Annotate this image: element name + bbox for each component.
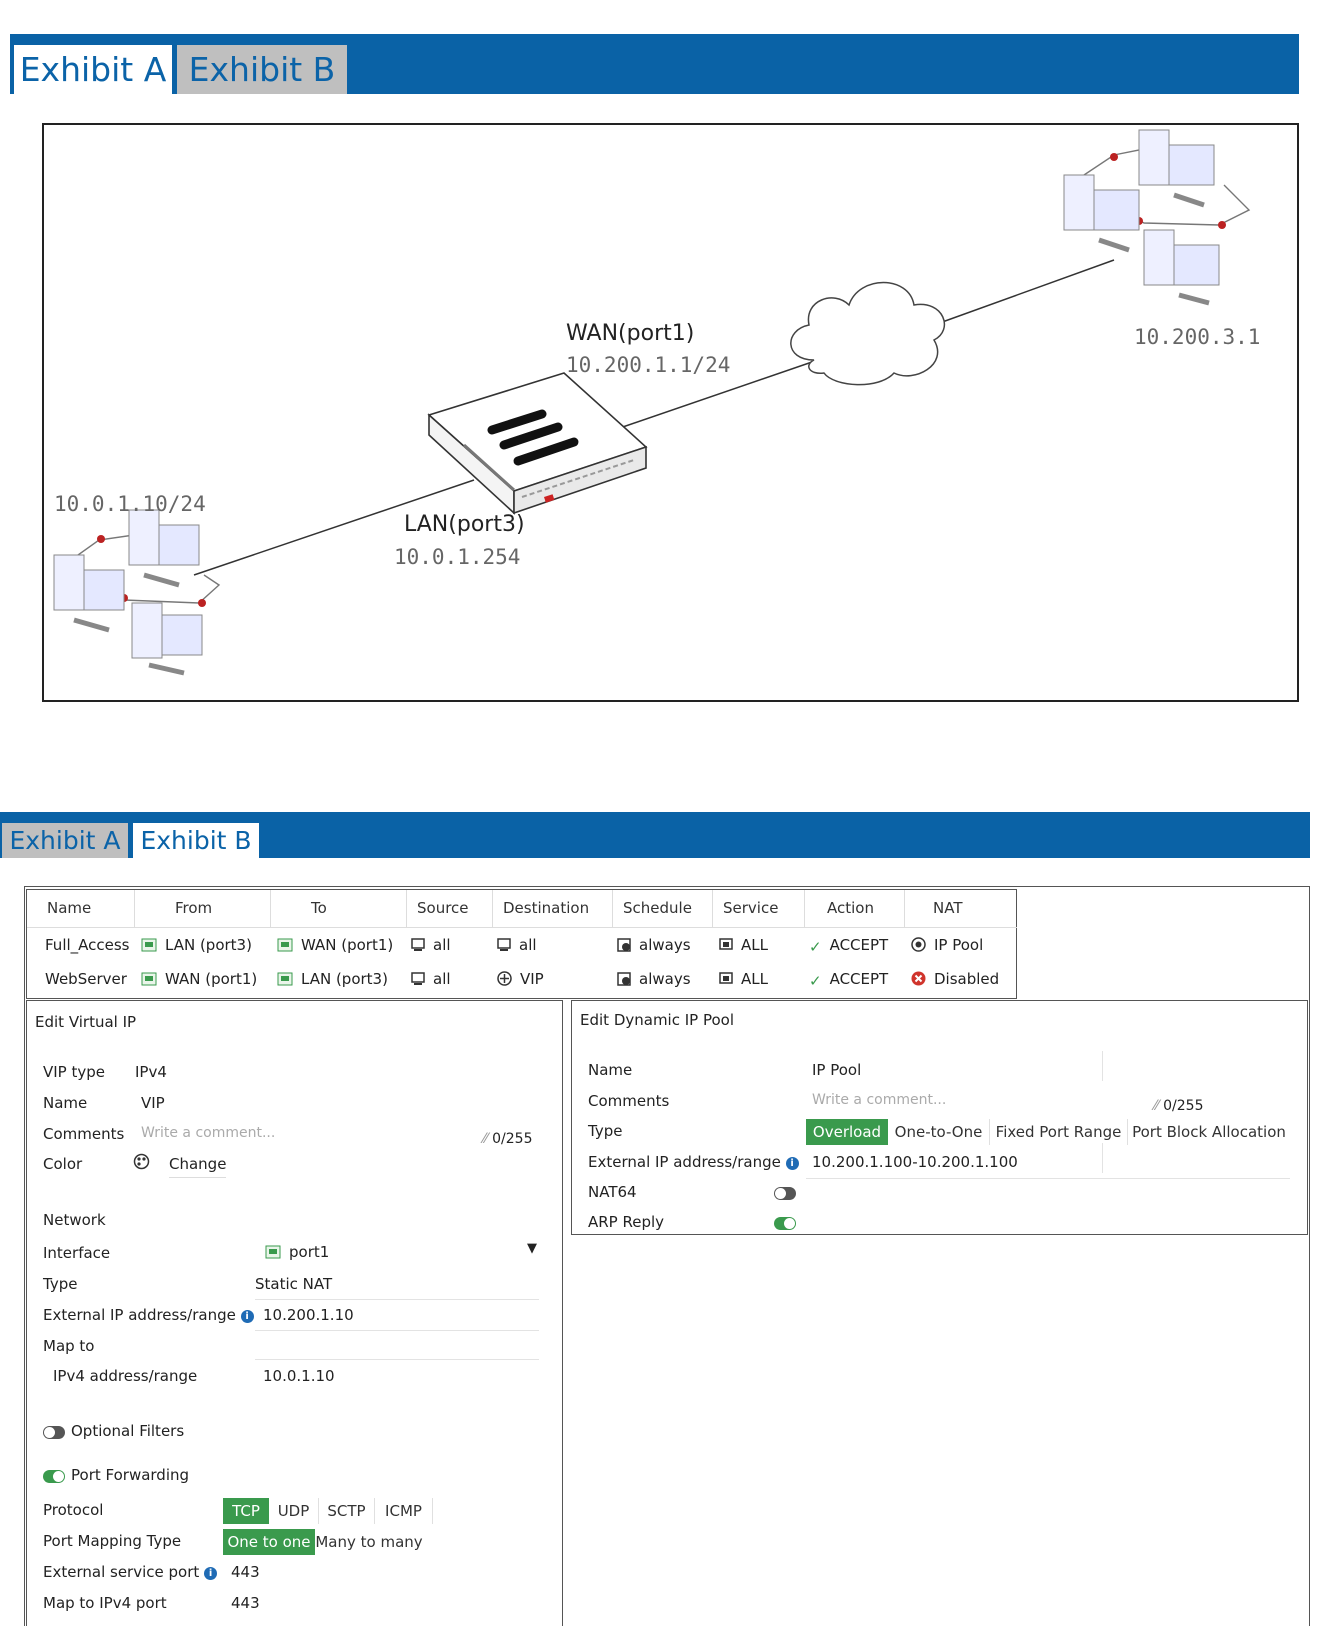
service-text: ALL (741, 936, 768, 954)
interface-icon (265, 1245, 281, 1263)
name-label: Name (43, 1094, 88, 1112)
nat64-toggle[interactable] (774, 1187, 796, 1200)
comments-field[interactable]: Write a comment... (141, 1125, 276, 1141)
port-mapping-label: Port Mapping Type (43, 1532, 182, 1550)
check-icon: ✓ (809, 972, 822, 990)
policy-action (809, 936, 888, 956)
address-icon (497, 938, 511, 956)
table-row[interactable] (27, 928, 1017, 964)
table-row[interactable] (27, 964, 1017, 1000)
from-text: WAN (port1) (165, 970, 258, 988)
source-text: all (433, 970, 451, 988)
address-icon (411, 972, 425, 990)
source-text: all (433, 936, 451, 954)
info-icon[interactable]: i (241, 1310, 254, 1323)
interface-label: Interface (43, 1244, 111, 1262)
type-fixed-port-range-option[interactable]: Fixed Port Range (990, 1119, 1128, 1145)
type-port-block-allocation-option[interactable]: Port Block Allocation (1132, 1123, 1286, 1141)
panel-title: Edit Dynamic IP Pool (580, 1011, 735, 1029)
arp-reply-label: ARP Reply (588, 1213, 665, 1231)
policy-action (809, 970, 888, 990)
lan-ip-label: 10.0.1.254 (394, 545, 521, 569)
protocol-label: Protocol (43, 1501, 104, 1519)
col-header-from[interactable]: From (135, 890, 271, 927)
firewall-device-icon (429, 373, 646, 513)
col-header-source[interactable]: Source (407, 890, 493, 927)
map-port-label: Map to IPv4 port (43, 1594, 167, 1612)
network-diagram (42, 123, 1299, 702)
panel-title: Edit Virtual IP (35, 1013, 137, 1031)
interface-value: port1 (289, 1243, 330, 1261)
name-field[interactable]: IP Pool (812, 1061, 862, 1079)
counter-text: 0/255 (1163, 1098, 1204, 1114)
info-icon[interactable]: i (786, 1157, 799, 1170)
ipv4-field[interactable]: 10.0.1.10 (263, 1367, 335, 1385)
interface-icon (141, 938, 157, 956)
policy-name: WebServer (45, 970, 127, 988)
service-icon (719, 972, 733, 990)
remote-servers-icon (1064, 130, 1249, 303)
comments-label: Comments (43, 1125, 125, 1143)
policy-schedule (617, 936, 691, 956)
schedule-text: always (639, 936, 691, 954)
policy-name: Full_Access (45, 936, 130, 954)
to-text: WAN (port1) (301, 936, 394, 954)
port-forwarding-toggle[interactable] (43, 1470, 65, 1483)
ext-port-field[interactable]: 443 (231, 1563, 260, 1581)
schedule-icon (617, 972, 631, 990)
destination-text: VIP (520, 970, 544, 988)
ext-ip-label-text: External IP address/range (588, 1153, 781, 1171)
ext-ip-label (43, 1306, 254, 1324)
protocol-udp-option[interactable]: UDP (269, 1498, 319, 1524)
ext-ip-label-text: External IP address/range (43, 1306, 236, 1324)
schedule-text: always (639, 970, 691, 988)
policy-nat (911, 970, 999, 990)
exhibit-b-tab-bar (0, 812, 1310, 858)
ext-ip-label (588, 1153, 799, 1171)
col-header-to[interactable]: To (271, 890, 407, 927)
network-section-label: Network (43, 1211, 106, 1229)
protocol-icmp-option[interactable]: ICMP (375, 1498, 433, 1524)
comments-field[interactable]: Write a comment... (812, 1092, 947, 1108)
destination-text: all (519, 936, 537, 954)
wan-port-label: WAN(port1) (566, 321, 695, 346)
policy-source (411, 970, 451, 990)
edit-ip-pool-panel (571, 1000, 1308, 1235)
comments-label: Comments (588, 1092, 670, 1110)
disabled-icon (911, 971, 926, 990)
comments-counter (483, 1131, 533, 1147)
service-text: ALL (741, 970, 768, 988)
col-header-service[interactable]: Service (713, 890, 805, 927)
info-icon[interactable]: i (204, 1567, 217, 1580)
type-one-to-one-option[interactable]: One-to-One (888, 1119, 990, 1145)
from-text: LAN (port3) (165, 936, 252, 954)
col-header-destination[interactable]: Destination (493, 890, 613, 927)
to-text: LAN (port3) (301, 970, 388, 988)
internet-link (934, 260, 1114, 325)
type-value: Static NAT (255, 1275, 333, 1293)
optional-filters-label: Optional Filters (71, 1422, 185, 1440)
lan-port-label: LAN(port3) (404, 512, 525, 537)
local-ip-label: 10.0.1.10/24 (54, 492, 206, 516)
nat64-label: NAT64 (588, 1183, 637, 1201)
tab-exhibit-a[interactable]: Exhibit A (2, 823, 128, 858)
type-label: Type (588, 1122, 623, 1140)
wan-ip-label: 10.200.1.1/24 (566, 353, 731, 377)
arp-reply-toggle[interactable] (774, 1217, 796, 1230)
tab-exhibit-b[interactable]: Exhibit B (177, 45, 347, 94)
col-header-name[interactable]: Name (27, 890, 135, 927)
protocol-tcp-option[interactable]: TCP (223, 1498, 269, 1524)
policy-schedule (617, 970, 691, 990)
ext-port-label (43, 1563, 217, 1581)
name-field[interactable]: VIP (141, 1094, 165, 1112)
port-mapping-one-to-one[interactable]: One to one (223, 1529, 315, 1555)
internet-cloud-icon (791, 283, 945, 385)
port-forwarding-label: Port Forwarding (71, 1466, 190, 1484)
protocol-sctp-option[interactable]: SCTP (319, 1498, 375, 1524)
policy-service (719, 936, 768, 956)
name-label: Name (588, 1061, 633, 1079)
ipv4-label: IPv4 address/range (53, 1367, 198, 1385)
exhibit-a-tab-bar (10, 34, 1299, 94)
policy-to (277, 970, 388, 990)
resize-icon: ⁄⁄ (1154, 1098, 1159, 1114)
ext-ip-field[interactable]: 10.200.1.10 (263, 1306, 354, 1324)
schedule-icon (617, 938, 631, 956)
map-to-label: Map to (43, 1337, 95, 1355)
vip-type-label: VIP type (43, 1063, 106, 1081)
interface-select[interactable] (265, 1243, 537, 1267)
action-text: ACCEPT (829, 970, 889, 988)
col-header-action[interactable]: Action (805, 890, 905, 927)
col-header-nat[interactable]: NAT (933, 899, 963, 917)
policy-nat (911, 936, 983, 956)
check-icon: ✓ (809, 938, 822, 956)
ip-pool-icon (911, 937, 926, 956)
col-header-schedule[interactable]: Schedule (613, 890, 713, 927)
port-mapping-many-to-many[interactable]: Many to many (315, 1533, 423, 1551)
policy-from (141, 936, 252, 956)
chevron-down-icon: ▼ (527, 1241, 537, 1256)
comments-counter (1154, 1098, 1204, 1114)
policy-from (141, 970, 257, 990)
diagram-svg (44, 125, 1297, 700)
nat-text: IP Pool (934, 936, 984, 954)
policy-source (411, 936, 451, 956)
service-icon (719, 938, 733, 956)
tab-exhibit-a[interactable]: Exhibit A (14, 45, 172, 94)
map-port-field[interactable]: 443 (231, 1594, 260, 1612)
color-change-button[interactable]: Change (169, 1155, 226, 1178)
remote-ip-label: 10.200.3.1 (1134, 325, 1261, 349)
interface-icon (277, 938, 293, 956)
policy-destination (497, 936, 537, 956)
tab-exhibit-b[interactable]: Exhibit B (133, 823, 259, 858)
color-label: Color (43, 1155, 83, 1173)
counter-text: 0/255 (492, 1131, 533, 1147)
interface-icon (141, 972, 157, 990)
resize-icon: ⁄⁄ (483, 1131, 488, 1147)
policy-destination (497, 970, 544, 990)
firewall-policy-table (26, 889, 1017, 999)
local-computers-icon (54, 510, 219, 673)
optional-filters-toggle[interactable] (43, 1426, 65, 1439)
type-label: Type (43, 1275, 78, 1293)
edit-virtual-ip-panel (26, 1000, 563, 1626)
type-overload-option[interactable]: Overload (806, 1119, 888, 1145)
action-text: ACCEPT (829, 936, 889, 954)
interface-icon (277, 972, 293, 990)
policy-to (277, 936, 393, 956)
nat-text: Disabled (934, 970, 1000, 988)
ext-ip-field[interactable]: 10.200.1.100-10.200.1.100 (812, 1153, 1018, 1171)
address-icon (411, 938, 425, 956)
vip-icon (497, 971, 512, 990)
policy-service (719, 970, 768, 990)
color-swatch-icon (133, 1153, 150, 1174)
vip-type-value: IPv4 (135, 1063, 167, 1081)
ext-port-label-text: External service port (43, 1563, 200, 1581)
